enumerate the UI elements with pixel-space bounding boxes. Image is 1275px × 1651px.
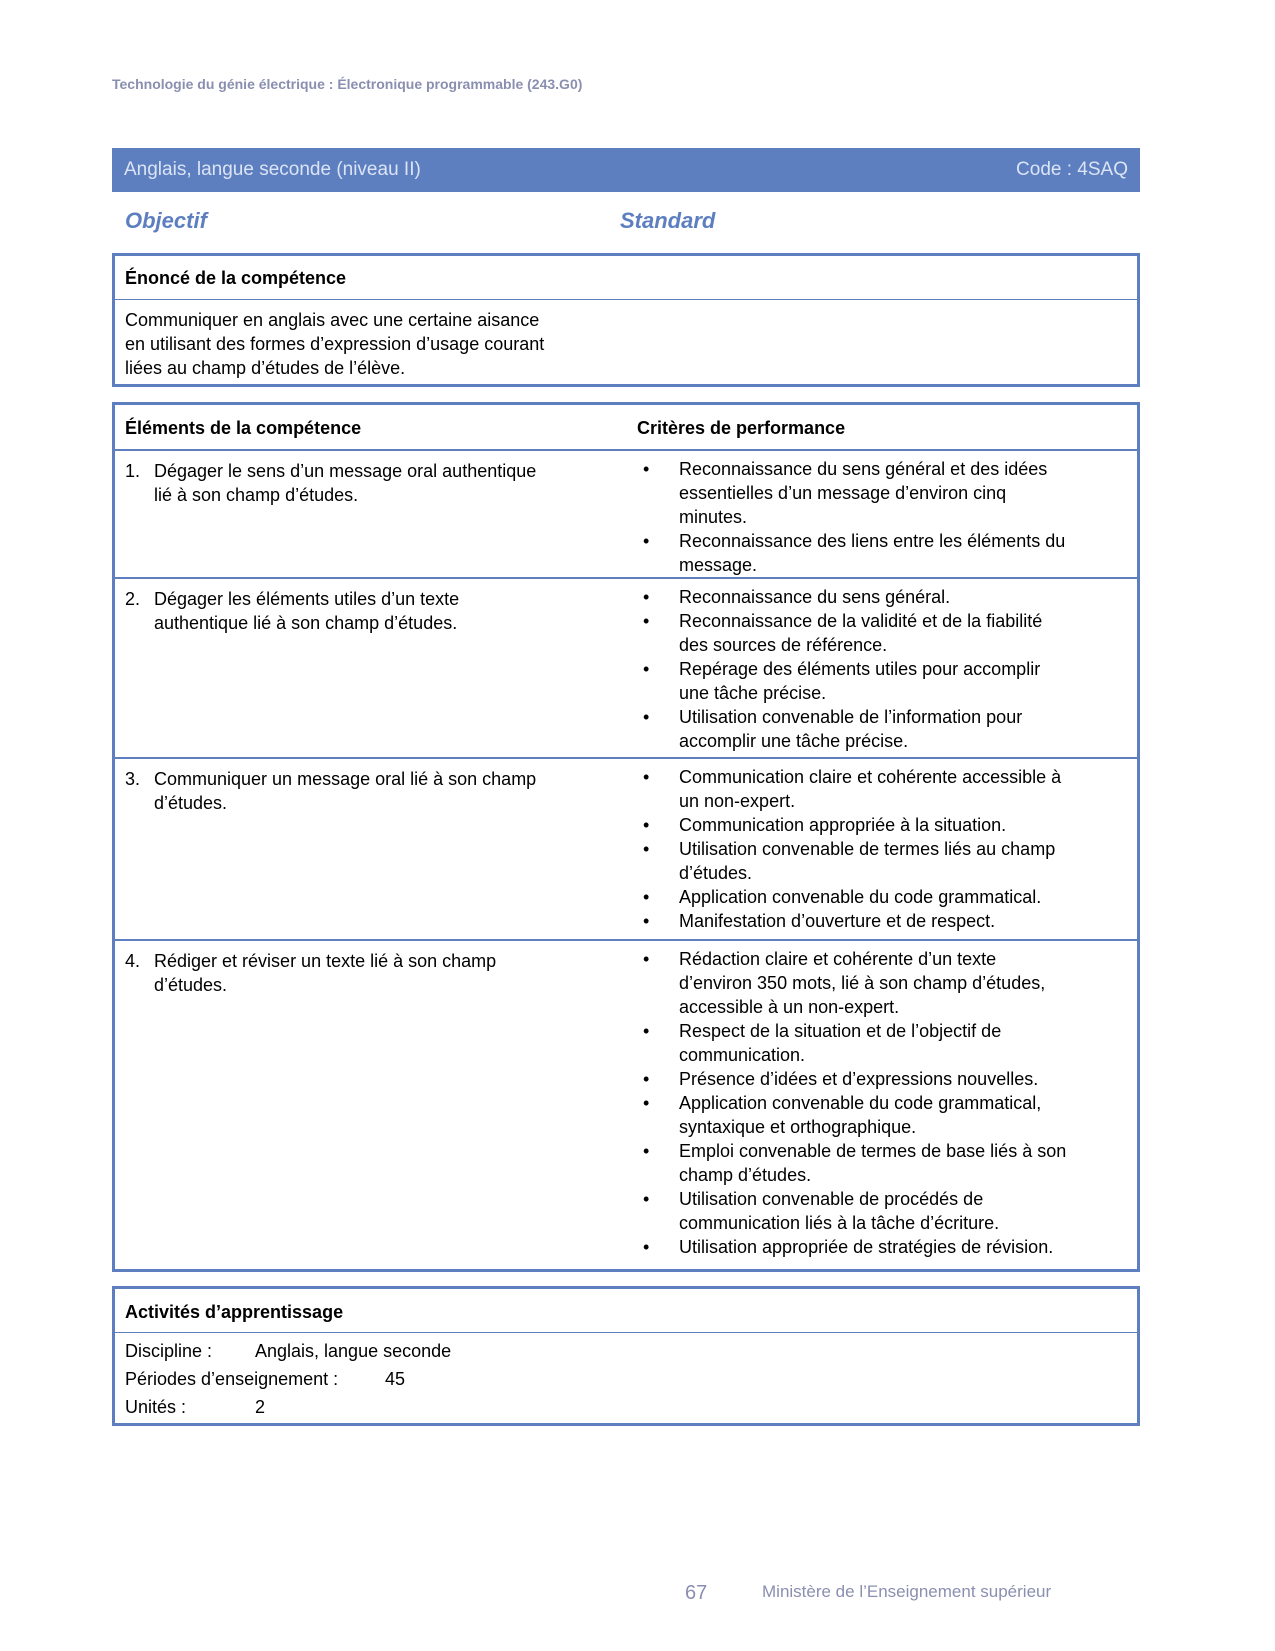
activities-section <box>112 1286 1140 1426</box>
criterion-item <box>637 885 1107 909</box>
criterion-line: Reconnaissance du sens général. <box>679 587 951 607</box>
criterion-line: essentielles d’un message d’environ cinq <box>679 483 1007 503</box>
course-code: Code : 4SAQ <box>1016 159 1128 180</box>
bullet-icon: • <box>643 839 650 859</box>
criterion-line: Utilisation appropriée de stratégies de révision. <box>679 1237 1054 1257</box>
discipline-line <box>115 1337 1137 1365</box>
page-number: 67 <box>685 1582 708 1604</box>
element-number: 3. <box>125 769 141 789</box>
criterion-line: Reconnaissance du sens général et des idées <box>679 459 1048 479</box>
criterion-item <box>637 837 1107 885</box>
element-line: authentique lié à son champ d’études. <box>154 613 458 633</box>
bullet-icon: • <box>643 1069 650 1089</box>
enonce-line: Communiquer en anglais avec une certaine aisance <box>125 310 540 330</box>
course-title-band <box>112 148 1140 192</box>
element-text <box>125 587 595 635</box>
elements-rows <box>115 451 1137 1265</box>
discipline-value: Anglais, langue seconde <box>255 1341 452 1361</box>
periods-line <box>115 1365 1137 1393</box>
bullet-icon: • <box>643 949 650 969</box>
bullet-icon: • <box>643 1189 650 1209</box>
criterion-line: des sources de référence. <box>679 635 888 655</box>
element-row <box>115 451 1137 579</box>
bullet-icon: • <box>643 1237 650 1257</box>
criterion-line: Reconnaissance de la validité et de la fiabilité <box>679 611 1043 631</box>
enonce-section <box>112 253 1140 387</box>
element-text <box>125 949 595 997</box>
criteria-list <box>637 947 1107 1259</box>
bullet-icon: • <box>643 1141 650 1161</box>
criterion-line: Communication claire et cohérente accessible à <box>679 767 1062 787</box>
elements-section <box>112 402 1140 1272</box>
criterion-line: syntaxique et orthographique. <box>679 1117 917 1137</box>
element-number: 1. <box>125 461 141 481</box>
criteria-heading: Critères de performance <box>637 418 846 438</box>
objectif-label: Objectif <box>125 208 207 233</box>
criterion-line: Reconnaissance des liens entre les éléments du <box>679 531 1066 551</box>
bullet-icon: • <box>643 767 650 787</box>
enonce-line: en utilisant des formes d’expression d’usage courant <box>125 334 545 354</box>
criterion-line: champ d’études. <box>679 1165 812 1185</box>
document-header-title: Technologie du génie électrique : Électronique programmable (243.G0) <box>112 76 583 92</box>
element-text <box>125 767 595 815</box>
criteria-list <box>637 765 1107 933</box>
criterion-item <box>637 529 1107 577</box>
criterion-item <box>637 813 1107 837</box>
criterion-line: Présence d’idées et d’expressions nouvelles. <box>679 1069 1039 1089</box>
criterion-item <box>637 1091 1107 1139</box>
criterion-item <box>637 765 1107 813</box>
criterion-line: un non-expert. <box>679 791 796 811</box>
bullet-icon: • <box>643 887 650 907</box>
enonce-line: liées au champ d’études de l’élève. <box>125 358 406 378</box>
criterion-item <box>637 609 1107 657</box>
activities-heading: Activités d’apprentissage <box>115 1289 1137 1333</box>
element-line: d’études. <box>154 793 228 813</box>
elements-header <box>115 405 1137 451</box>
criterion-item <box>637 909 1107 933</box>
standard-label: Standard <box>620 208 716 233</box>
criterion-line: d’environ 350 mots, lié à son champ d’études, <box>679 973 1046 993</box>
elements-heading: Éléments de la compétence <box>125 418 362 438</box>
bullet-icon: • <box>643 659 650 679</box>
element-number: 2. <box>125 589 141 609</box>
criterion-line: Communication appropriée à la situation. <box>679 815 1007 835</box>
criterion-line: Utilisation convenable de l’information pour <box>679 707 1023 727</box>
criterion-line: accessible à un non-expert. <box>679 997 900 1017</box>
criterion-line: d’études. <box>679 863 753 883</box>
criterion-item <box>637 947 1107 1019</box>
enonce-text <box>115 300 625 380</box>
units-label: Unités : <box>125 1397 187 1417</box>
criterion-line: Emploi convenable de termes de base liés à son <box>679 1141 1067 1161</box>
criterion-item <box>637 1067 1107 1091</box>
criterion-item <box>637 1187 1107 1235</box>
element-row <box>115 579 1137 759</box>
criterion-line: Utilisation convenable de procédés de <box>679 1189 984 1209</box>
criterion-item <box>637 457 1107 529</box>
criterion-item <box>637 585 1107 609</box>
element-row <box>115 759 1137 941</box>
criterion-line: Manifestation d’ouverture et de respect. <box>679 911 996 931</box>
element-text <box>125 459 595 507</box>
element-line: Rédiger et réviser un texte lié à son champ <box>154 951 497 971</box>
footer-ministry: Ministère de l’Enseignement supérieur <box>762 1582 1052 1601</box>
bullet-icon: • <box>643 911 650 931</box>
periods-label: Périodes d’enseignement : <box>125 1369 339 1389</box>
bullet-icon: • <box>643 815 650 835</box>
criteria-list <box>637 585 1107 753</box>
bullet-icon: • <box>643 1093 650 1113</box>
element-line: lié à son champ d’études. <box>154 485 359 505</box>
criterion-line: une tâche précise. <box>679 683 827 703</box>
criteria-list <box>637 457 1107 577</box>
units-line <box>115 1393 1137 1421</box>
criterion-line: Application convenable du code grammatical. <box>679 887 1042 907</box>
element-line: Dégager le sens d’un message oral authentique <box>154 461 537 481</box>
course-name: Anglais, langue seconde (niveau II) <box>124 159 421 180</box>
bullet-icon: • <box>643 459 650 479</box>
element-line: d’études. <box>154 975 228 995</box>
criterion-line: Respect de la situation et de l’objectif de <box>679 1021 1002 1041</box>
criterion-line: communication liés à la tâche d’écriture. <box>679 1213 1000 1233</box>
criterion-line: minutes. <box>679 507 748 527</box>
bullet-icon: • <box>643 531 650 551</box>
units-value: 2 <box>255 1397 266 1417</box>
criterion-line: Repérage des éléments utiles pour accomplir <box>679 659 1041 679</box>
criterion-item <box>637 705 1107 753</box>
criterion-line: accomplir une tâche précise. <box>679 731 909 751</box>
discipline-label: Discipline : <box>125 1341 213 1361</box>
criterion-line: Utilisation convenable de termes liés au champ <box>679 839 1056 859</box>
enonce-heading: Énoncé de la compétence <box>115 256 1137 300</box>
periods-value: 45 <box>385 1369 406 1389</box>
criterion-item <box>637 657 1107 705</box>
bullet-icon: • <box>643 707 650 727</box>
bullet-icon: • <box>643 587 650 607</box>
bullet-icon: • <box>643 1021 650 1041</box>
criterion-item <box>637 1235 1107 1259</box>
criterion-line: communication. <box>679 1045 806 1065</box>
element-number: 4. <box>125 951 141 971</box>
objectif-standard-labels <box>125 208 1125 238</box>
element-line: Dégager les éléments utiles d’un texte <box>154 589 460 609</box>
criterion-line: Application convenable du code grammatical, <box>679 1093 1042 1113</box>
bullet-icon: • <box>643 611 650 631</box>
criterion-item <box>637 1019 1107 1067</box>
element-line: Communiquer un message oral lié à son champ <box>154 769 537 789</box>
element-row <box>115 941 1137 1265</box>
criterion-item <box>637 1139 1107 1187</box>
criterion-line: message. <box>679 555 758 575</box>
criterion-line: Rédaction claire et cohérente d’un texte <box>679 949 997 969</box>
